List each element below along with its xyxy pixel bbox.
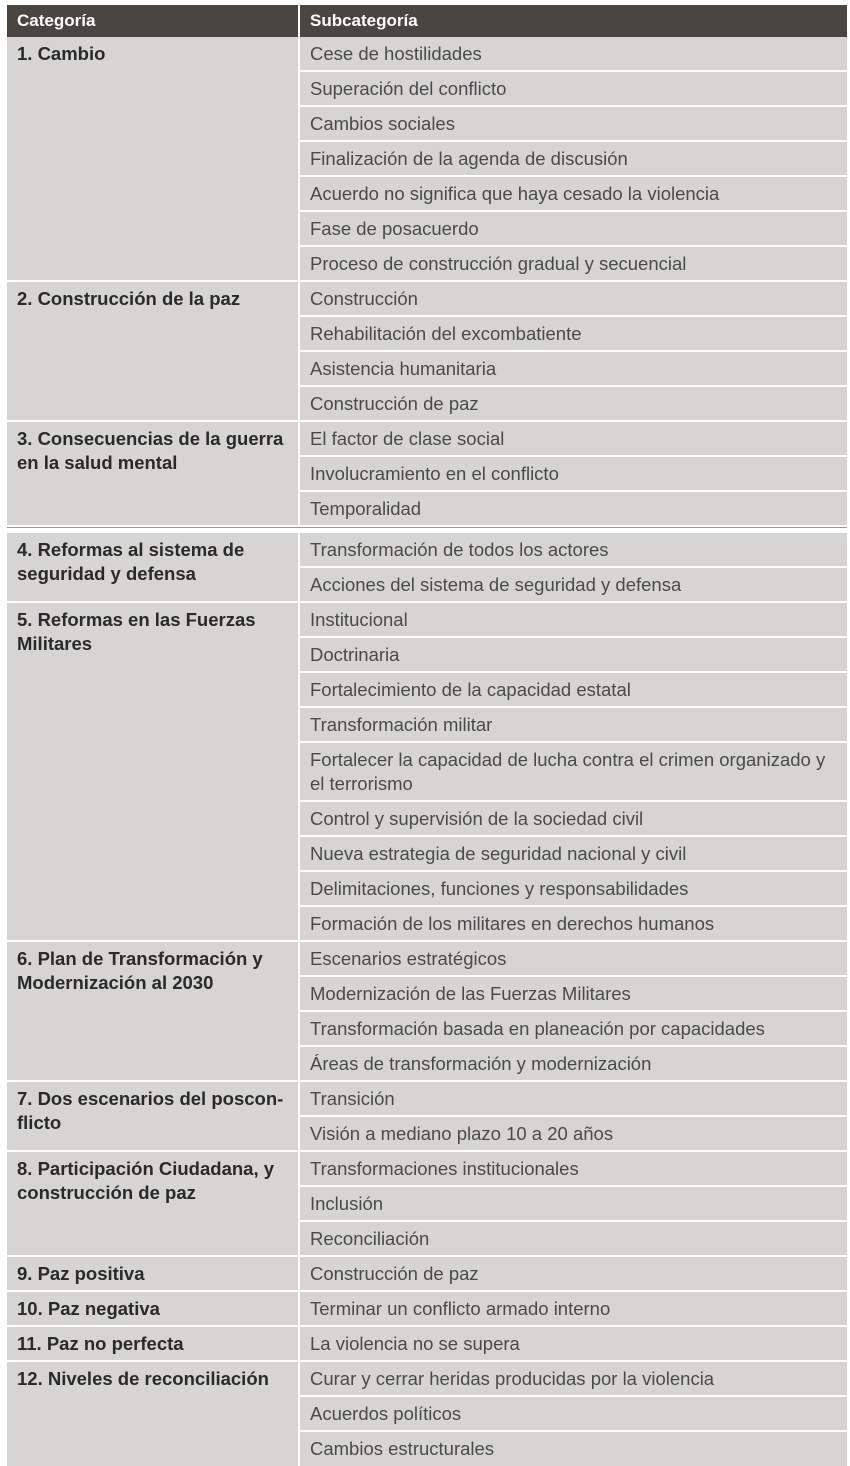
table-row bbox=[7, 422, 847, 457]
subcategory-cell: Cambios estructurales bbox=[300, 1432, 847, 1466]
subcategory-cell: Acciones del sistema de seguridad y defensa bbox=[300, 568, 847, 603]
table-row bbox=[7, 282, 847, 317]
category-cell: 12. Niveles de reconciliación bbox=[7, 1362, 300, 1466]
subcategory-cell: Construcción de paz bbox=[300, 387, 847, 422]
category-table-container bbox=[7, 5, 847, 1466]
subcategory-cell: Formación de los militares en derechos humanos bbox=[300, 907, 847, 942]
subcategory-cell: Inclusión bbox=[300, 1187, 847, 1222]
subcategory-cell: Reconciliación bbox=[300, 1222, 847, 1257]
subcategory-cell: Cese de hostilidades bbox=[300, 37, 847, 72]
table-row bbox=[7, 1292, 847, 1327]
subcategory-cell: Visión a mediano plazo 10 a 20 años bbox=[300, 1117, 847, 1152]
subcategory-cell: Transformación de todos los actores bbox=[300, 533, 847, 568]
subcategory-cell: Involucramiento en el conflicto bbox=[300, 457, 847, 492]
table-row bbox=[7, 37, 847, 72]
table-row bbox=[7, 1082, 847, 1117]
table-body bbox=[7, 37, 847, 1466]
table-row bbox=[7, 942, 847, 977]
subcategory-cell: Proceso de construcción gradual y secuencial bbox=[300, 247, 847, 282]
subcategory-cell: Doctrinaria bbox=[300, 638, 847, 673]
subcategory-cell: Cambios sociales bbox=[300, 107, 847, 142]
subcategory-cell: Acuerdo no significa que haya cesado la violencia bbox=[300, 177, 847, 212]
subcategory-cell: Fase de posacuerdo bbox=[300, 212, 847, 247]
subcategory-cell: Finalización de la agenda de discusión bbox=[300, 142, 847, 177]
subcategory-cell: Delimitaciones, funciones y responsabilidades bbox=[300, 872, 847, 907]
subcategory-cell: Temporalidad bbox=[300, 492, 847, 527]
category-cell: 2. Construcción de la paz bbox=[7, 282, 300, 422]
subcategory-cell: Escenarios estratégicos bbox=[300, 942, 847, 977]
subcategory-cell: Terminar un conflicto armado interno bbox=[300, 1292, 847, 1327]
subcategory-cell: Acuerdos políticos bbox=[300, 1397, 847, 1432]
subcategory-cell: Superación del conflicto bbox=[300, 72, 847, 107]
subcategory-cell: Transformación basada en planeación por capacidades bbox=[300, 1012, 847, 1047]
subcategory-cell: Áreas de transformación y modernización bbox=[300, 1047, 847, 1082]
table-row bbox=[7, 1152, 847, 1187]
category-cell: 9. Paz positiva bbox=[7, 1257, 300, 1292]
subcategory-cell: Fortalecer la capacidad de lucha contra el crimen organizado y el terrorismo bbox=[300, 743, 847, 802]
table-row bbox=[7, 1327, 847, 1362]
subcategory-cell: Transformación militar bbox=[300, 708, 847, 743]
subcategory-cell: Rehabilitación del excombatiente bbox=[300, 317, 847, 352]
subcategory-cell: Construcción de paz bbox=[300, 1257, 847, 1292]
header-category: Categoría bbox=[7, 5, 300, 37]
category-cell: 11. Paz no perfecta bbox=[7, 1327, 300, 1362]
category-cell: 5. Reformas en las Fuerzas Militares bbox=[7, 603, 300, 942]
subcategory-cell: El factor de clase social bbox=[300, 422, 847, 457]
subcategory-cell: Institucional bbox=[300, 603, 847, 638]
subcategory-cell: La violencia no se supera bbox=[300, 1327, 847, 1362]
category-cell: 4. Reformas al sistema de seguridad y defensa bbox=[7, 533, 300, 603]
category-cell: 7. Dos escenarios del posconflicto bbox=[7, 1082, 300, 1152]
category-cell: 1. Cambio bbox=[7, 37, 300, 282]
subcategory-cell: Transformaciones institucionales bbox=[300, 1152, 847, 1187]
subcategory-cell: Transición bbox=[300, 1082, 847, 1117]
table-row bbox=[7, 603, 847, 638]
table-row bbox=[7, 1362, 847, 1397]
category-table bbox=[7, 5, 847, 1466]
table-header-row bbox=[7, 5, 847, 37]
subcategory-cell: Construcción bbox=[300, 282, 847, 317]
category-cell: 10. Paz negativa bbox=[7, 1292, 300, 1327]
subcategory-cell: Control y supervisión de la sociedad civil bbox=[300, 802, 847, 837]
subcategory-cell: Nueva estrategia de seguridad nacional y civil bbox=[300, 837, 847, 872]
table-row bbox=[7, 533, 847, 568]
table-row bbox=[7, 1257, 847, 1292]
category-cell: 6. Plan de Transformación y Modernización al 2030 bbox=[7, 942, 300, 1082]
subcategory-cell: Modernización de las Fuerzas Militares bbox=[300, 977, 847, 1012]
category-cell: 8. Participación Ciudadana, y construcción de paz bbox=[7, 1152, 300, 1257]
subcategory-cell: Asistencia humanitaria bbox=[300, 352, 847, 387]
subcategory-cell: Curar y cerrar heridas producidas por la violencia bbox=[300, 1362, 847, 1397]
header-subcategory: Subcategoría bbox=[300, 5, 847, 37]
category-cell: 3. Consecuencias de la guerra en la salud mental bbox=[7, 422, 300, 527]
subcategory-cell: Fortalecimiento de la capacidad estatal bbox=[300, 673, 847, 708]
